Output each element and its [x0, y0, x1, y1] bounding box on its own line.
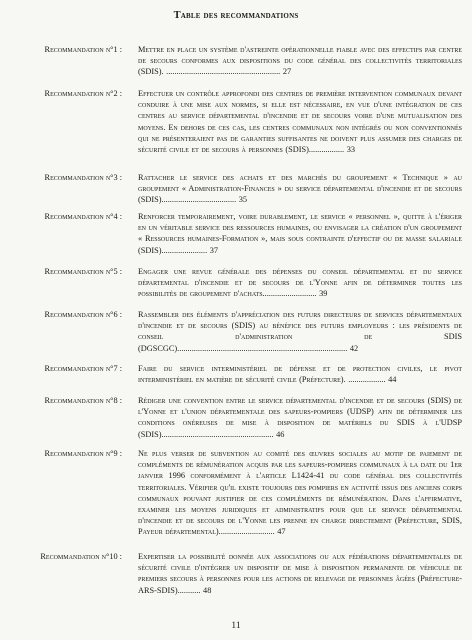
recommendation-text: Rédiger une convention entre le service départemental d'incendie et de secours (SDIS) de l'Yonne et l'union départementale des sapeurs-pompiers (UDSP) afin de déterminer les conditions onéreuses de mise à disposition de matériels du SDIS à l'UDSP (SDIS)...................................................... 46: [138, 396, 462, 439]
recommendation-label: Recommandation n°3 :: [44, 173, 122, 182]
recommendation-label: Recommandation n°4 :: [44, 212, 122, 221]
page-number: 11: [231, 621, 241, 631]
page-title: Table des recommandations: [173, 10, 299, 21]
recommendation-4: [6, 211, 462, 256]
recommendation-8: [6, 395, 462, 440]
recommendation-text: Effectuer un contrôle approfondi des centres de première intervention communaux devant conduire à une mise aux normes, si elle est nécessaire, en vue d'une intégration de ces centres au service départemental d'incendie et de secours voire d'une mutualisation des moyens. En dehors de ces cas, les centres communaux non intégrés ou non conventionnés qui ne présenteraient pas de garanties suffisantes ne doivent plus assumer des charges de sécurité civile et de secours à personnes (SDIS)................. 33: [138, 89, 462, 155]
recommendation-text: Expertiser la possibilité donnée aux associations ou aux fédérations départementales de sécurité civile d'intégrer un dispositif de mise à disposition permanente de véhicule de premiers secours à personnes pour les actions de relevage de personnes âgées (Préfecture-ARS-SDIS)........... 48: [138, 552, 462, 595]
recommendation-5: [6, 266, 462, 300]
recommendation-text: Rattacher le service des achats et des marchés du groupement « Technique » au groupement « Administration-Finances » du service départemental d'incendie et de secours (SDIS).................................... 35: [138, 173, 462, 205]
recommendation-1: [6, 44, 462, 78]
recommendation-label: Recommandation n°5 :: [44, 267, 122, 276]
recommendation-label: Recommandation n°9 :: [44, 449, 122, 458]
recommendation-label: Recommandation n°1 :: [44, 45, 122, 54]
recommendation-10: [6, 551, 462, 596]
recommendation-label: Recommandation n°8 :: [44, 396, 122, 405]
recommendation-text: Faire du service interministériel de défense et de protection civiles, le pivot interministériel en matière de sécurité civile (Préfecture). .................. 44: [138, 364, 462, 385]
recommendation-label: Recommandation n°7 :: [44, 364, 122, 373]
recommendation-text: Mettre en place un système d'astreinte opérationnelle fiable avec des effectifs par centre de secours conformes aux dispositions du code général des collectivités territoriales (SDIS). ....................................................... 27: [138, 45, 462, 77]
recommendation-3: [6, 172, 462, 206]
recommendation-6: [6, 309, 462, 354]
recommendation-text: Rassembler des éléments d'appréciation des futurs directeurs de services départementaux d'incendie et de secours (SDIS) au bénéfice des futurs employeurs : les présidents de conseil d'administration de SDIS (DGSCGC).................................................................................. 42: [138, 310, 462, 353]
recommendation-text: Engager une revue générale des dépenses du conseil départemental et du service départemental d'incendie et de secours de l'Yonne afin de déterminer toutes les possibilités de groupement d'achats.......................... 39: [138, 267, 462, 299]
recommendation-2: [6, 88, 462, 155]
recommendation-9: [6, 448, 462, 538]
recommendation-text: Ne plus verser de subvention au comité des œuvres sociales au motif de paiement de compléments de rémunération acquis par les sapeurs-pompiers communaux à la date du 1er janvier 1996 conformément à l'article L1424-41 du code général des collectivités territoriales. Vérifier qu'il existe toujours des pompiers en activité issus des anciens corps communaux pouvant justifier de ces compléments de rémunération. Dans l'affirmative, examiner les moyens juridiques et administratifs pour que le service départemental d'incendie et de secours de l'Yonne les prenne en charge directement (Préfecture, SDIS, Payeur départemental)........................... 47: [138, 449, 462, 537]
recommendation-label: Recommandation n°10 :: [40, 552, 122, 561]
recommendation-text: Renforcer temporairement, voire durablement, le service « personnel », quitte à l'ériger en un véritable service des ressources humaines, ou envisager la création d'un groupement « Ressources humaines-Formation », mais sous contrainte d'effectif ou de masse salariale (SDIS)...................... 37: [138, 212, 462, 255]
recommendation-label: Recommandation n°2 :: [44, 89, 122, 98]
recommendation-7: [6, 363, 462, 385]
recommendation-label: Recommandation n°6 :: [44, 310, 122, 319]
